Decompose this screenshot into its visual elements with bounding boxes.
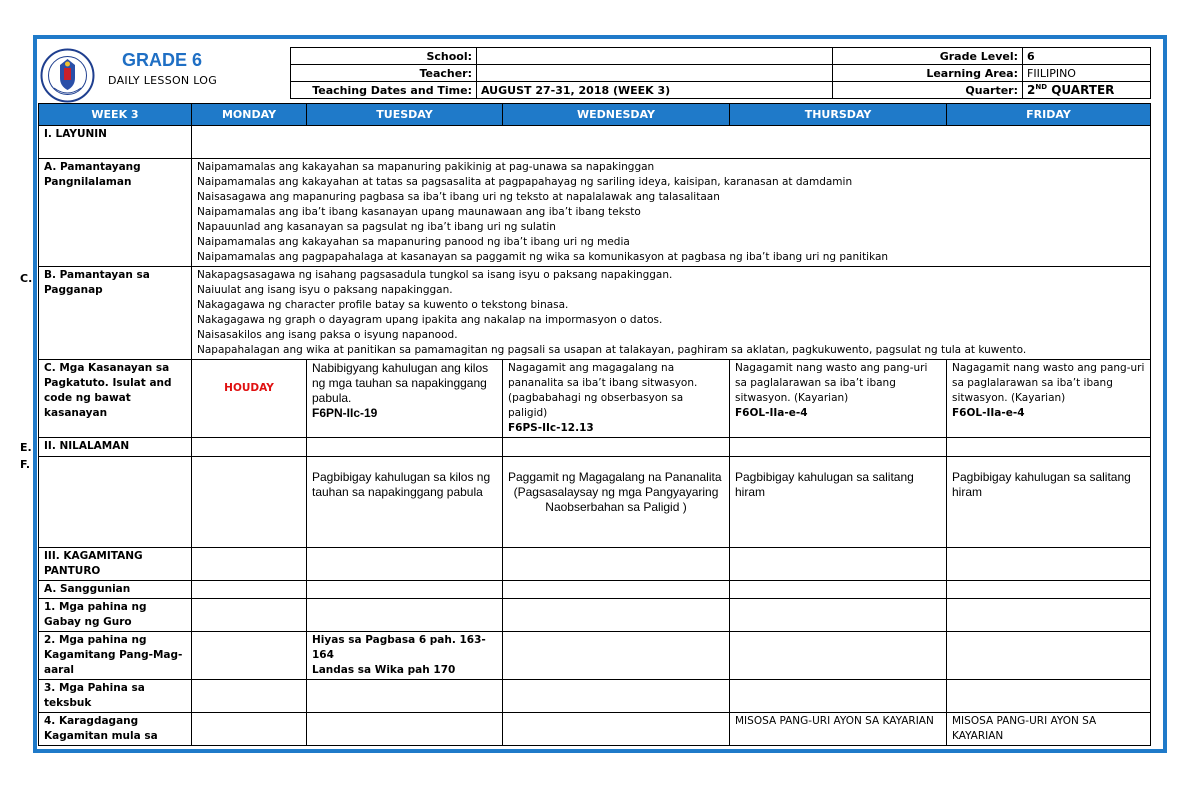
nilalaman-tuesday-top [307, 438, 503, 457]
pamantayan-sa-pagganap-label: B. Pamantayan sa Pagganap [39, 267, 192, 360]
layunin-cell [192, 126, 1151, 159]
sanggunian-label: A. Sanggunian [39, 581, 192, 599]
quarter-value [1023, 82, 1151, 99]
nilalaman-wednesday-top [503, 438, 730, 457]
margin-mark-e: E. [20, 441, 32, 454]
pagganap-line: Nakagagawa ng character profile batay sa kuwento o tekstong binasa. [197, 299, 569, 311]
pamantayang-pangnilalaman-cell [192, 159, 1151, 267]
teksbuk-label: 3. Mga Pahina sa teksbuk [39, 680, 192, 713]
pangmag-tuesday-line: Hiyas sa Pagbasa 6 pah. 163-164 [312, 634, 486, 661]
col-friday: FRIDAY [947, 104, 1151, 126]
quarter-text: QUARTER [1047, 83, 1115, 97]
teacher-value [477, 65, 833, 82]
nilalaman-friday-top [947, 438, 1151, 457]
pangnilalaman-line: Naisasagawa ang mapanuring pagbasa sa iba’t ibang uri ng teksto at napalalawak ang talasalitaan [197, 191, 720, 203]
nilalaman-wednesday-main: Paggamit ng Magagalang na Pananalita [508, 470, 722, 484]
grade-level-label: Grade Level: [833, 48, 1023, 65]
nilalaman-thursday: Pagbibigay kahulugan sa salitang hiram [730, 457, 947, 548]
learning-area-label: Learning Area: [833, 65, 1023, 82]
header-info-table [290, 47, 1151, 99]
pangnilalaman-line: Naipamamalas ang iba’t ibang kasanayan upang maunawaan ang iba’t ibang teksto [197, 206, 641, 218]
pangmag-tuesday-line: Landas sa Wika pah 170 [312, 664, 456, 676]
pangnilalaman-line: Naipamamalas ang kakayahan sa mapanuring pakikinig at pag-unawa sa napakinggan [197, 161, 655, 173]
gabay-label: 1. Mga pahina ng Gabay ng Guro [39, 599, 192, 632]
nilalaman-content-monday [192, 457, 307, 548]
col-monday: MONDAY [192, 104, 307, 126]
pagganap-line: Naisasakilos ang isang paksa o isyung napanood. [197, 329, 458, 341]
pagganap-line: Nakapagsasagawa ng isahang pagsasadula tungkol sa isang isyu o paksang napakinggan. [197, 269, 673, 281]
daily-lesson-log-title: DAILY LESSON LOG [108, 74, 218, 87]
lesson-log-table [38, 103, 1151, 746]
kasanayan-thursday-text: Nagagamit nang wasto ang pang-uri sa paglalarawan sa iba’t ibang sitwasyon. (Kayarian) [735, 362, 928, 404]
nilalaman-tuesday: Pagbibigay kahulugan sa kilos ng tauhan sa napakinggang pabula [307, 457, 503, 548]
quarter-label: Quarter: [833, 82, 1023, 99]
learning-area-value: FIILIPINO [1023, 65, 1151, 82]
pamantayang-pangnilalaman-label: A. Pamantayang Pangnilalaman [39, 159, 192, 267]
kasanayan-friday [947, 360, 1151, 438]
nilalaman-content-label [39, 457, 192, 548]
deped-seal-logo [40, 48, 95, 103]
quarter-suffix: ND [1035, 83, 1048, 91]
pagganap-line: Naiuulat ang isang isyu o paksang napakinggan. [197, 284, 453, 296]
kasanayan-monday [192, 360, 307, 438]
holiday-text: HOUDAY [224, 382, 274, 394]
pangnilalaman-line: Naipamamalas ang kakayahan sa mapanuring panood ng iba’t ibang uri ng media [197, 236, 630, 248]
pagganap-line: Napapahalagan ang wika at panitikan sa pamamagitan ng pagsali sa usapan at talakayan, paghiram sa aklatan, pagkukuwento, pagsulat ng tula at kuwento. [197, 344, 1027, 356]
pamantayan-sa-pagganap-cell [192, 267, 1151, 360]
pangnilalaman-line: Naipamamalas ang pagpapahalaga at kasanayan sa paggamit ng wika sa komunikasyon at pagbasa ng iba’t ibang uri ng panitikan [197, 251, 889, 263]
nilalaman-wednesday-sub: (Pagsasalaysay ng mga Pangyayaring Naobserbahan sa Paligid ) [513, 485, 719, 514]
kasanayan-tuesday-text: Nabibigyang kahulugan ang kilos ng mga tauhan sa napakinggang pabula. [312, 361, 489, 405]
kasanayan-tuesday [307, 360, 503, 438]
pagganap-line: Nakagagawa ng graph o dayagram upang ipakita ang nakalap na impormasyon o datos. [197, 314, 663, 326]
quarter-number: 2 [1027, 83, 1036, 97]
layunin-label: I. LAYUNIN [39, 126, 192, 159]
pangmag-label: 2. Mga pahina ng Kagamitang Pang-Mag-aaral [39, 632, 192, 680]
kasanayan-wednesday-text: Nagagamit ang magagalang na pananalita sa iba’t ibang sitwasyon. (pagbabahagi ng obserbasyon sa paligid) [508, 362, 698, 419]
col-tuesday: TUESDAY [307, 104, 503, 126]
karagdagang-thursday: MISOSA PANG-URI AYON SA KAYARIAN [730, 713, 947, 746]
pangmag-tuesday [307, 632, 503, 680]
pangnilalaman-line: Napauunlad ang kasanayan sa pagsulat ng iba’t ibang uri ng sulatin [197, 221, 556, 233]
grade-title: GRADE 6 [122, 50, 203, 70]
kasanayan-label: C. Mga Kasanayan sa Pagkatuto. Isulat and code ng bawat kasanayan [39, 360, 192, 438]
pangnilalaman-line: Naipamamalas ang kakayahan at tatas sa pagsasalita at pagpapahayag ng sariling ideya, kaisipan, karanasan at damdamin [197, 176, 853, 188]
col-thursday: THURSDAY [730, 104, 947, 126]
kasanayan-tuesday-code: F6PN-IIc-19 [312, 406, 378, 420]
kasanayan-thursday [730, 360, 947, 438]
kasanayan-friday-text: Nagagamit nang wasto ang pang-uri sa paglalarawan sa iba’t ibang sitwasyon. (Kayarian) [952, 362, 1145, 404]
margin-mark-c: C. [20, 272, 33, 285]
col-wednesday: WEDNESDAY [503, 104, 730, 126]
kasanayan-friday-code: F6OL-IIa-e-4 [952, 407, 1025, 419]
teacher-label: Teacher: [291, 65, 477, 82]
grade-level-value: 6 [1023, 48, 1151, 65]
nilalaman-friday: Pagbibigay kahulugan sa salitang hiram [947, 457, 1151, 548]
school-value [477, 48, 833, 65]
col-week: WEEK 3 [39, 104, 192, 126]
nilalaman-wednesday [503, 457, 730, 548]
karagdagang-friday: MISOSA PANG-URI AYON SA KAYARIAN [947, 713, 1151, 746]
kagamitan-label: III. KAGAMITANG PANTURO [39, 548, 192, 581]
nilalaman-monday [192, 438, 307, 457]
kasanayan-thursday-code: F6OL-IIa-e-4 [735, 407, 808, 419]
school-label: School: [291, 48, 477, 65]
nilalaman-label: II. NILALAMAN [39, 438, 192, 457]
margin-mark-f: F. [20, 458, 31, 471]
dates-value: AUGUST 27-31, 2018 (WEEK 3) [477, 82, 833, 99]
nilalaman-thursday-top [730, 438, 947, 457]
dates-label: Teaching Dates and Time: [291, 82, 477, 99]
kasanayan-wednesday-code: F6PS-IIc-12.13 [508, 422, 594, 434]
kasanayan-wednesday [503, 360, 730, 438]
karagdagang-label: 4. Karagdagang Kagamitan mula sa [39, 713, 192, 746]
